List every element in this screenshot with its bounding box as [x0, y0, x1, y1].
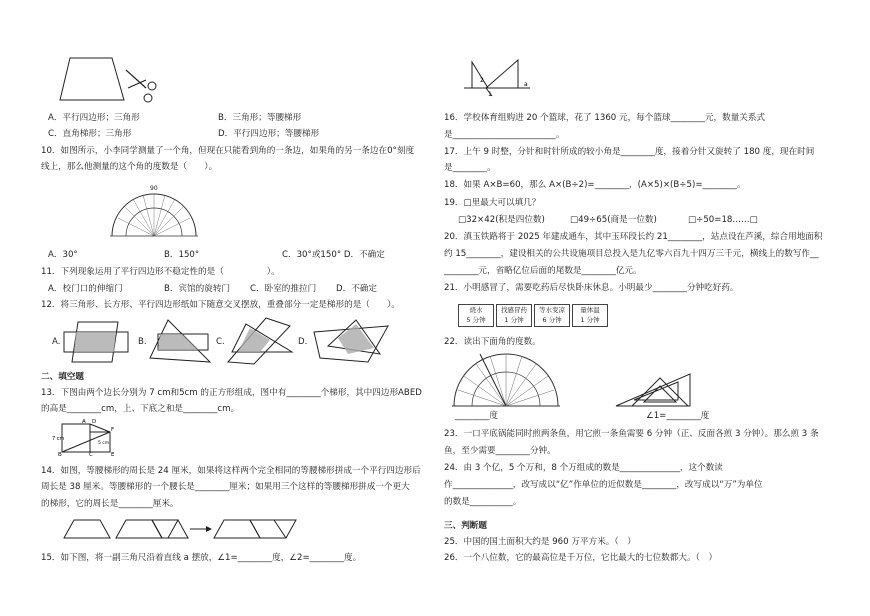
q26-stem: 26．一个八位数，它的最高位是千万位，它比最大的七位数都大。（ ）	[444, 553, 718, 563]
q11-option-b[interactable]: B．宾馆的旋转门	[164, 284, 231, 294]
q21-box-time: 1 分钟	[580, 316, 600, 324]
q13-point-b: B	[58, 452, 62, 456]
q22-answer-2: ∠1=________度	[646, 411, 710, 421]
q13-side-7cm: 7 cm	[52, 436, 65, 442]
q11-option-c[interactable]: C．卧室的推拉门	[250, 284, 317, 294]
q21-box-time: 6 分钟	[542, 316, 562, 324]
q15-line-a-label: a	[524, 81, 528, 88]
q9-option-b[interactable]: B．三角形；等腰梯形	[218, 113, 302, 123]
q19-item-2: □49÷65(商是一位数)	[570, 215, 657, 225]
trapezoid-figure	[58, 56, 128, 102]
protractor-label: 90	[150, 185, 158, 192]
q14-trapezoids-figure	[60, 516, 320, 542]
q25-stem: 25．中国的国土面积大约是 960 万平方米。（ ）	[444, 537, 636, 547]
q21-stem: 21．小明感冒了，需要吃药后尽快卧床休息。小明最少________分钟吃好药。	[444, 283, 739, 293]
q11-option-d[interactable]: D．不确定	[336, 284, 377, 294]
q19-stem: 19．□里最大可以填几？	[444, 198, 541, 208]
q14-stem-line3: 的梯形，它的周长是________厘米。	[41, 499, 179, 509]
q19-item-1: □32×42(积是四位数)	[458, 215, 545, 225]
q21-box-label: 烧水	[469, 306, 483, 314]
q20-stem-line2: 约 15________，建设相关的公共设施项目总投入是九亿零六百九十四万三千元，横线上的数写作__	[444, 249, 819, 259]
q22-answer-1: ________度	[455, 411, 498, 421]
q12-figure-c	[226, 316, 296, 366]
q13-point-e: E	[111, 452, 115, 456]
q14-stem-line1: 14．如图，等腰梯形的周长是 24 厘米，如果将这样两个完全相同的等腰梯形拼成一个平行四边形后	[41, 466, 421, 476]
q12-label-d[interactable]: D.	[298, 337, 308, 347]
q13-stem-line2: 的高是________cm，上、下底之和是________cm。	[41, 404, 240, 414]
section-fill-in-heading: 二、填空题	[41, 372, 84, 382]
q13-squares-figure	[52, 418, 122, 456]
q21-box-temperature	[572, 304, 608, 327]
q21-box-boil-water	[458, 304, 494, 327]
q10-option-a[interactable]: A．30°	[48, 250, 78, 260]
q21-box-label: 等水变凉	[539, 306, 565, 314]
q15-angle1-label: 1	[488, 91, 492, 98]
q13-side-5cm: 5 cm	[98, 441, 110, 446]
q20-stem-line3: ________元，省略亿位后面的尾数是________亿元。	[444, 266, 642, 276]
q17-stem-line1: 17．上午 9 时整，分针和时针所成的较小角是________度，接着分针又旋转了 180 度，现在时间	[444, 147, 815, 157]
scissors-icon	[124, 62, 162, 106]
q24-stem-line1: 24．由 3 个亿，5 个万和，8 个万组成的数是______________，这个数读	[444, 463, 723, 473]
q9-option-c[interactable]: C．直角梯形；三角形	[48, 129, 132, 139]
q11-option-a[interactable]: A．校门口的伸缩门	[48, 284, 123, 294]
q10-option-b[interactable]: B．150°	[164, 250, 200, 260]
q13-point-c: C	[89, 452, 93, 456]
q13-point-a: A	[82, 419, 86, 425]
protractor-figure	[106, 178, 202, 240]
q22-stem: 22．读出下面角的度数。	[444, 337, 541, 347]
q13-point-g: F	[111, 427, 115, 433]
q18-stem: 18．如果 A×B=60，那么 A×(B÷2)=________，(A×5)×(B÷5)=________。	[444, 180, 746, 190]
q14-stem-line2: 周长是 38 厘米。等腰梯形的一个腰长是________厘米；如果用三个这样的等腰梯形拼成一个更大	[41, 482, 410, 492]
q21-box-time: 1 分钟	[504, 316, 524, 324]
q23-stem-line1: 23．一口平底锅能同时煎两条鱼，用它煎一条鱼需要 6 分钟（正、反面各煎 3 分钟）。那么煎 3 条	[444, 429, 819, 439]
q12-figure-a	[62, 320, 132, 364]
q21-box-label: 找感冒药	[501, 306, 527, 314]
q24-stem-line2: 作______________，改写成以“亿”作单位的近似数是________，改写成以“万”为单位	[444, 480, 763, 490]
q16-stem-line2: 是________________________。	[444, 130, 565, 140]
q17-stem-line2: 是________。	[444, 163, 496, 173]
q12-figure-b	[148, 318, 214, 366]
q23-stem-line2: 鱼，至少需要________分钟。	[444, 446, 556, 456]
q21-box-cool-water	[534, 304, 570, 327]
q16-stem-line1: 16．学校体育组购进 20 个篮球，花了 1360 元，每个篮球________元，数量关系式	[444, 113, 766, 123]
q10-stem-line1: 10．如图所示，小李同学测量了一个角，但现在只能看到角的一条边，如果角的另一条边在0°刻度	[41, 146, 415, 156]
q21-box-time: 5 分钟	[466, 316, 486, 324]
q11-stem: 11．下列现象运用了平行四边形不稳定性的是（ ）。	[41, 267, 280, 277]
q12-label-a[interactable]: A.	[52, 337, 61, 347]
q24-stem-line3: 的数是__________。	[444, 497, 522, 507]
q20-stem-line1: 20．滇玉铁路将于 2025 年建成通车，其中玉环段长约 21________，站点设在芦溪，综合用地面积	[444, 232, 823, 242]
q13-point-d: D	[92, 419, 97, 425]
q10-stem-line2: 线上，那么他测量的这个角的度数是（ ）。	[41, 162, 218, 172]
q21-box-label: 量体温	[580, 306, 600, 314]
q12-stem: 12．将三角形、长方形、平行四边形纸如下随意交叉摆放，重叠部分一定是梯形的是（ ）。	[41, 300, 400, 310]
q22-protractor-figure	[450, 350, 562, 410]
q22-set-square-figure	[612, 370, 696, 410]
q15-triangles-figure	[462, 58, 532, 98]
q21-box-find-medicine	[496, 304, 532, 327]
section-judgement-heading: 三、判断题	[444, 521, 487, 531]
q12-label-c[interactable]: C.	[216, 337, 225, 347]
q19-item-3: □÷50=18……□	[688, 215, 758, 225]
q13-stem-line1: 13．下图由两个边长分别为 7 cm和5cm 的正方形组成，图中有________个梯形，其中四边形ABED	[41, 388, 422, 398]
q15-stem: 15．如下图，将一副三角尺沿着直线 a 摆放，∠1=________度，∠2=________度。	[41, 553, 362, 563]
q12-figure-d	[308, 318, 392, 366]
q9-option-d[interactable]: D．平行四边形；等腰梯形	[218, 129, 320, 139]
q10-option-cd[interactable]: C．30°或150° D．不确定	[282, 250, 385, 260]
q15-angle2-label: 2	[480, 77, 484, 84]
q12-label-b[interactable]: B.	[138, 337, 147, 347]
q9-option-a[interactable]: A．平行四边形；三角形	[48, 113, 140, 123]
